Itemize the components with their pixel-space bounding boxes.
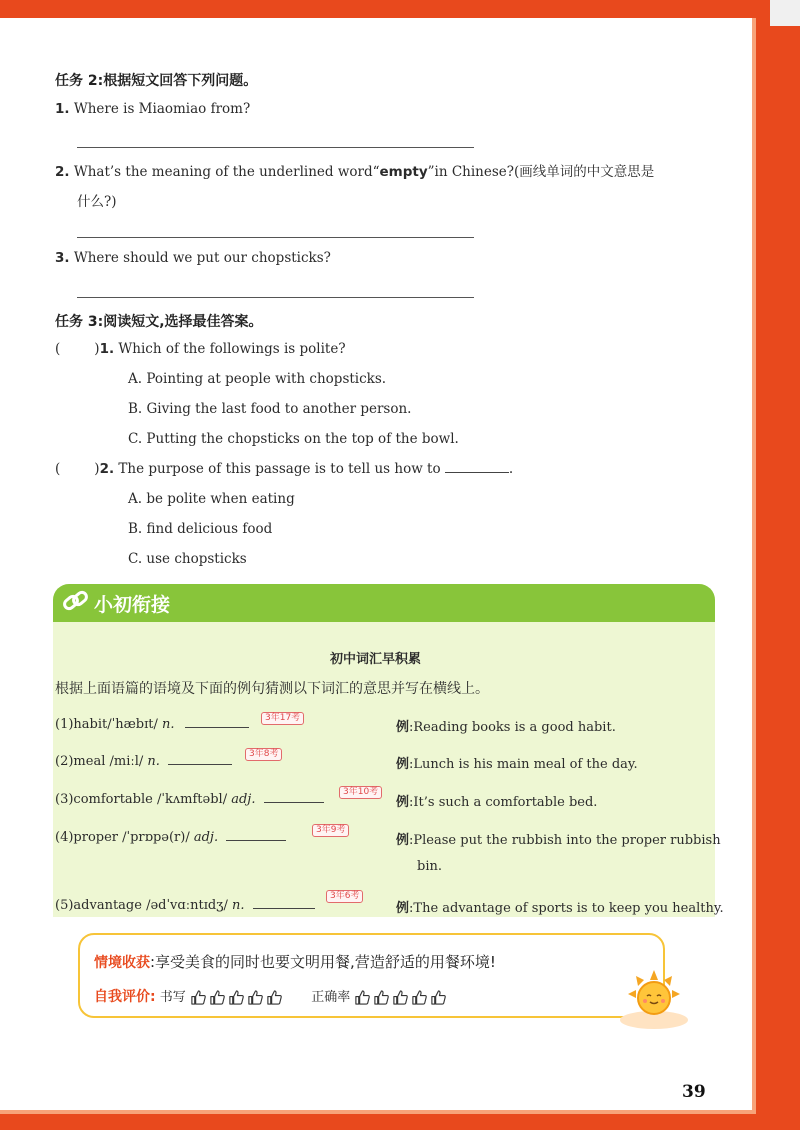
example-label: 例 bbox=[396, 757, 410, 772]
vocab-blank[interactable] bbox=[226, 829, 286, 841]
task2-question-1: 1. Where is Miaomiao from? bbox=[55, 101, 251, 117]
vocab-pos: adj. bbox=[231, 792, 256, 807]
question-number: 3 bbox=[55, 250, 65, 266]
accuracy-label: 正确率 bbox=[311, 990, 351, 1005]
vocab-item-4 bbox=[55, 829, 286, 845]
bridge-panel bbox=[53, 584, 715, 917]
vocab-example-1 bbox=[396, 716, 616, 735]
thumbs-up-icon[interactable] bbox=[228, 989, 245, 1006]
answer-line-1[interactable] bbox=[77, 147, 474, 148]
page-frame-bottom bbox=[0, 1114, 800, 1130]
example-label: 例 bbox=[396, 901, 410, 916]
bridge-title-text: 小初衔接 bbox=[94, 593, 171, 616]
question-number: 2 bbox=[99, 461, 109, 477]
vocab-blank[interactable] bbox=[185, 716, 249, 728]
page-frame-bottom-inner bbox=[0, 1110, 756, 1114]
page-frame-top bbox=[0, 0, 800, 18]
vocab-item-1 bbox=[55, 716, 249, 732]
vocab-word: habit/ˈhæbɪt/ bbox=[73, 717, 158, 732]
example-label: 例 bbox=[396, 720, 410, 735]
vocab-num: (5) bbox=[55, 898, 74, 913]
example-text: :Lunch is his main meal of the day. bbox=[409, 757, 638, 772]
question-number: 1 bbox=[99, 341, 109, 357]
reflection-gain bbox=[94, 951, 496, 972]
thumbs-up-icon[interactable] bbox=[373, 989, 390, 1006]
vocab-example-2 bbox=[396, 753, 638, 772]
accuracy-thumbs bbox=[354, 990, 449, 1005]
page-frame-corner bbox=[770, 0, 800, 26]
vocab-num: (2) bbox=[55, 754, 74, 769]
vocab-num: (3) bbox=[55, 792, 74, 807]
question-text: Which of the followings is polite? bbox=[118, 341, 346, 357]
question-text: Where is Miaomiao from? bbox=[73, 101, 251, 117]
task3-heading: 任务 3:阅读短文,选择最佳答案。 bbox=[55, 314, 263, 330]
answer-paren-close[interactable]: ) bbox=[94, 461, 100, 477]
exam-frequency-stamp: 3年6考 bbox=[326, 890, 363, 903]
answer-paren-close[interactable]: ) bbox=[94, 341, 100, 357]
writing-label: 书写 bbox=[159, 990, 186, 1005]
sun-mascot-icon bbox=[614, 968, 694, 1030]
underlined-word: empty bbox=[379, 164, 428, 180]
vocab-item-5 bbox=[55, 897, 315, 913]
bridge-title bbox=[62, 588, 170, 618]
thumbs-up-icon[interactable] bbox=[266, 989, 283, 1006]
question-text-b: ”in Chinese?(画线单词的中文意思是 bbox=[427, 164, 655, 180]
answer-line-2[interactable] bbox=[77, 237, 474, 238]
vocab-word: proper /ˈprɒpə(r)/ bbox=[73, 830, 190, 845]
exam-frequency-stamp: 3年10考 bbox=[339, 786, 382, 799]
vocab-pos: n. bbox=[232, 898, 245, 913]
thumbs-up-icon[interactable] bbox=[209, 989, 226, 1006]
task2-question-2: 2. What’s the meaning of the underlined word“empty”in Chinese?(画线单词的中文意思是 bbox=[55, 164, 655, 180]
vocab-blank[interactable] bbox=[168, 753, 232, 765]
vocab-word: comfortable /ˈkʌmftəbl/ bbox=[73, 792, 228, 807]
bridge-instruction: 根据上面语篇的语境及下面的例句猜测以下词汇的意思并写在横线上。 bbox=[55, 681, 489, 697]
page-frame-right bbox=[756, 0, 800, 1130]
vocab-example-5 bbox=[396, 897, 724, 916]
option-c: C. use chopsticks bbox=[128, 551, 247, 567]
task3-question-2: ( )2. The purpose of this passage is to tell us how to . bbox=[55, 461, 514, 477]
vocab-blank[interactable] bbox=[253, 897, 315, 909]
option-c: C. Putting the chopsticks on the top of the bowl. bbox=[128, 431, 459, 447]
vocab-example-3 bbox=[396, 791, 597, 810]
exam-frequency-stamp: 3年17考 bbox=[261, 712, 304, 725]
exam-frequency-stamp: 3年8考 bbox=[245, 748, 282, 761]
vocab-blank[interactable] bbox=[264, 791, 324, 803]
thumbs-up-icon[interactable] bbox=[354, 989, 371, 1006]
option-b: B. Giving the last food to another person. bbox=[128, 401, 412, 417]
vocab-example-4 bbox=[396, 829, 721, 848]
answer-line-3[interactable] bbox=[77, 297, 474, 298]
task3-question-1: ( )1. Which of the followings is polite? bbox=[55, 341, 346, 357]
page-frame-right-inner bbox=[752, 18, 756, 1114]
question-text: The purpose of this passage is to tell us how to bbox=[118, 461, 441, 477]
eval-colon: : bbox=[150, 989, 156, 1005]
link-icon bbox=[62, 589, 90, 618]
fill-blank[interactable] bbox=[445, 461, 509, 473]
answer-paren-open[interactable]: ( bbox=[55, 461, 61, 477]
writing-thumbs bbox=[190, 990, 289, 1005]
question-number: 1 bbox=[55, 101, 65, 117]
eval-label: 自我评价 bbox=[94, 989, 150, 1005]
answer-paren-open[interactable]: ( bbox=[55, 341, 61, 357]
bridge-subtitle: 初中词汇早积累 bbox=[330, 652, 422, 667]
vocab-item-3 bbox=[55, 791, 324, 807]
example-label: 例 bbox=[396, 795, 410, 810]
thumbs-up-icon[interactable] bbox=[190, 989, 207, 1006]
vocab-word: advantage /ədˈvɑːntɪdʒ/ bbox=[73, 898, 228, 913]
vocab-item-2 bbox=[55, 753, 232, 769]
vocab-num: (4) bbox=[55, 830, 74, 845]
thumbs-up-icon[interactable] bbox=[411, 989, 428, 1006]
question-text-a: What’s the meaning of the underlined word“ bbox=[73, 164, 380, 180]
example-text: :The advantage of sports is to keep you healthy. bbox=[409, 901, 724, 916]
vocab-pos: n. bbox=[147, 754, 160, 769]
question-text-c: 什么?) bbox=[77, 194, 117, 210]
example-text: :It’s such a comfortable bed. bbox=[409, 795, 598, 810]
question-number: 2 bbox=[55, 164, 65, 180]
vocab-example-4-cont: bin. bbox=[417, 859, 442, 874]
exam-frequency-stamp: 3年9考 bbox=[312, 824, 349, 837]
thumbs-up-icon[interactable] bbox=[430, 989, 447, 1006]
thumbs-up-icon[interactable] bbox=[392, 989, 409, 1006]
option-a: A. be polite when eating bbox=[128, 491, 295, 507]
option-a: A. Pointing at people with chopsticks. bbox=[128, 371, 387, 387]
example-text: :Reading books is a good habit. bbox=[409, 720, 616, 735]
task2-question-3: 3. Where should we put our chopsticks? bbox=[55, 250, 331, 266]
gain-label: 情境收获 bbox=[94, 955, 150, 971]
option-b: B. find delicious food bbox=[128, 521, 273, 537]
vocab-num: (1) bbox=[55, 717, 74, 732]
task2-heading: 任务 2:根据短文回答下列问题。 bbox=[55, 73, 258, 89]
example-label: 例 bbox=[396, 833, 410, 848]
vocab-pos: adj. bbox=[193, 830, 219, 845]
page-number: 39 bbox=[682, 1082, 706, 1102]
reflection-eval bbox=[94, 986, 449, 1006]
gain-text: :享受美食的同时也要文明用餐,营造舒适的用餐环境! bbox=[150, 953, 496, 971]
question-text: Where should we put our chopsticks? bbox=[73, 250, 331, 266]
vocab-pos: n. bbox=[162, 717, 175, 732]
example-text: :Please put the rubbish into the proper rubbish bbox=[409, 833, 721, 848]
thumbs-up-icon[interactable] bbox=[247, 989, 264, 1006]
question-end: . bbox=[508, 461, 514, 477]
vocab-word: meal /miːl/ bbox=[73, 754, 144, 769]
